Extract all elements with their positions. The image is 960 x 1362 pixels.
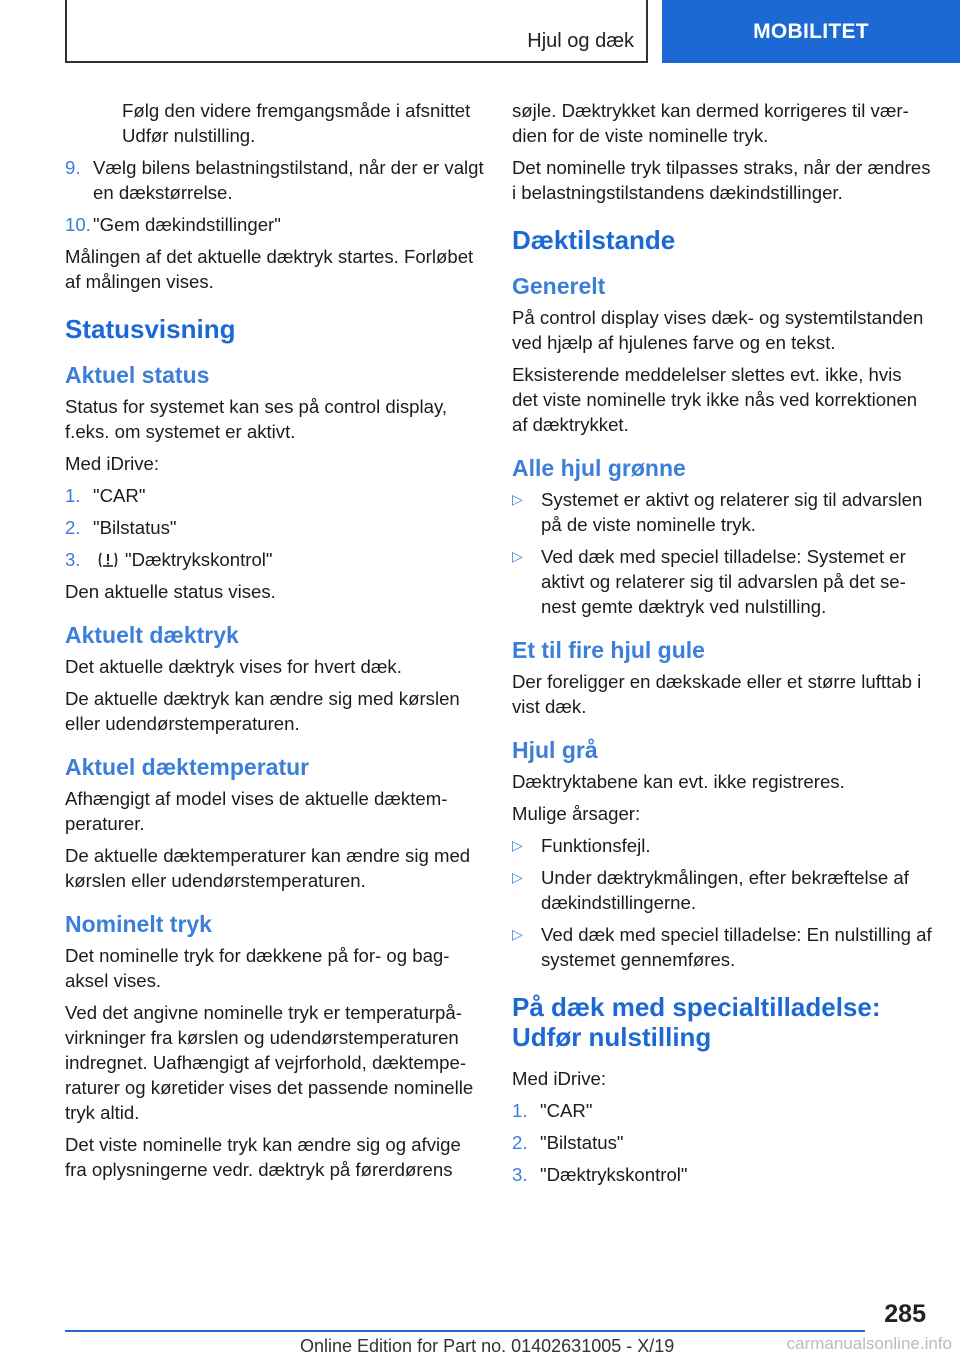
bullet-text: Ved dæk med speciel tilladelse: En nulstilling af systemet gennemføres. [541,924,932,970]
paragraph: På control display vises dæk- og systemtilstanden ved hjælp af hjulenes farve og en tekst. [512,307,924,353]
right-column [512,98,932,1194]
footer-divider [65,1330,865,1332]
bullet-text: Funktionsfejl. [541,835,651,856]
step-text: "Dæktrykskontrol" [540,1164,688,1185]
bullet-text: Systemet er aktivt og relaterer sig til advarslen på de viste nominelle tryk. [541,489,923,535]
paragraph: Det nominelle tryk for dækkene på for- og bagaksel vises. [65,945,450,991]
heading-specialtilladelse-nulstilling: På dæk med specialtilladelse: Udfør nulstilling [512,992,881,1052]
list-item [65,547,485,572]
heading-generelt: Generelt [512,273,606,299]
paragraph: Mulige årsager: [512,803,641,824]
paragraph: Status for systemet kan ses på control display, f.eks. om systemet er aktivt. [65,396,448,442]
paragraph: Det aktuelle dæktryk vises for hvert dæk. [65,656,402,677]
list-item [512,922,932,972]
paragraph: søjle. Dæktrykket kan dermed korrigeres til værdien for de viste nominelle tryk. [512,100,909,146]
paragraph: Med iDrive: [65,453,160,474]
bullet-triangle-icon: ▷ [512,837,523,853]
paragraph: Eksisterende meddelelser slettes evt. ikke, hvis det viste nominelle tryk ikke nås ved korrektionen af dæktrykket. [512,364,918,435]
paragraph: Ved det angivne nominelle tryk er temperaturpåvirkninger fra kørslen og udendørstemperaturen indregnet. Uafhængigt af vejrforhold, dæktemperaturer og køretider vises det passende nominelle tryk altid. [65,1002,474,1123]
step-text: "Dæktrykskontrol" [125,549,273,570]
heading-et-til-fire-hjul-gule: Et til fire hjul gule [512,637,705,663]
paragraph: Afhængigt af model vises de aktuelle dæktemperaturer. [65,788,448,834]
list-item [65,515,485,540]
paragraph: Med iDrive: [512,1068,607,1089]
step-9 [65,155,485,205]
step-number: 1. [65,485,81,506]
heading-nominelt-tryk: Nominelt tryk [65,911,212,937]
step-number: 9. [65,157,81,178]
list-item [65,483,485,508]
step-number: 10. [65,214,91,235]
step-number: 2. [512,1132,528,1153]
footer-edition: Online Edition for Part no. 01402631005 - X/19 [300,1336,675,1356]
bullet-triangle-icon: ▷ [512,548,523,564]
heading-alle-hjul-groenne: Alle hjul grønne [512,455,686,481]
list-item [512,487,932,537]
bullet-text: Under dæktrykmålingen, efter bekræftelse af dækindstillingerne. [541,867,909,913]
list-item [512,865,932,915]
page-number: 285 [884,1300,926,1328]
bullet-text: Ved dæk med speciel tilladelse: Systemet er aktivt og relaterer sig til advarslen på det senest gemte dæktryk ved nulstilling. [541,546,906,617]
step-number: 3. [512,1164,528,1185]
list-item [512,833,932,858]
paragraph: Målingen af det aktuelle dæktryk startes. Forløbet af målingen vises. [65,246,474,292]
section-title: Hjul og dæk [527,30,634,52]
watermark: carmanualsonline.info [786,1334,952,1353]
paragraph: Den aktuelle status vises. [65,581,276,602]
heading-daektilstande: Dæktilstande [512,225,676,255]
list-item [512,1130,932,1155]
step-continuation: Følg den videre fremgangsmåde i afsnittet Udfør nulstilling. [122,100,471,146]
paragraph: Dæktryktabene kan evt. ikke registreres. [512,771,845,792]
bullet-triangle-icon: ▷ [512,491,523,507]
list-item [512,1162,932,1187]
step-text: "CAR" [540,1100,593,1121]
heading-hjul-graa: Hjul grå [512,737,598,763]
left-column [65,98,485,1189]
paragraph: De aktuelle dæktryk kan ændre sig med kørslen eller udendørstemperaturen. [65,688,460,734]
step-text: "Gem dækindstillinger" [93,214,281,235]
step-text: Vælg bilens belastningstilstand, når der er valgt en dækstørrelse. [93,157,484,203]
bullet-triangle-icon: ▷ [512,926,523,942]
step-text: "CAR" [93,485,146,506]
step-10 [65,212,485,237]
heading-aktuel-status: Aktuel status [65,362,210,388]
list-item [512,1098,932,1123]
step-text: "Bilstatus" [540,1132,624,1153]
heading-aktuelt-daektryk: Aktuelt dæktryk [65,622,239,648]
paragraph: De aktuelle dæktemperaturer kan ændre sig med kørslen eller udendørstemperaturen. [65,845,471,891]
step-text: "Bilstatus" [93,517,177,538]
paragraph: Det viste nominelle tryk kan ændre sig og afvige fra oplysningerne vedr. dæktryk på førerdørens [65,1134,461,1180]
chapter-tab[interactable]: MOBILITET [662,0,960,63]
heading-statusvisning: Statusvisning [65,314,236,344]
paragraph: Der foreligger en dækskade eller et større lufttab i vist dæk. [512,671,922,717]
heading-aktuel-daektemperatur: Aktuel dæktemperatur [65,754,310,780]
bullet-triangle-icon: ▷ [512,869,523,885]
step-number: 3. [65,549,81,570]
paragraph: Det nominelle tryk tilpasses straks, når der ændres i belastningstilstandens dækindstillinger. [512,157,931,203]
header-frame [65,0,648,63]
step-number: 1. [512,1100,528,1121]
tire-pressure-warning-icon [97,551,119,569]
step-number: 2. [65,517,81,538]
list-item [512,544,932,619]
